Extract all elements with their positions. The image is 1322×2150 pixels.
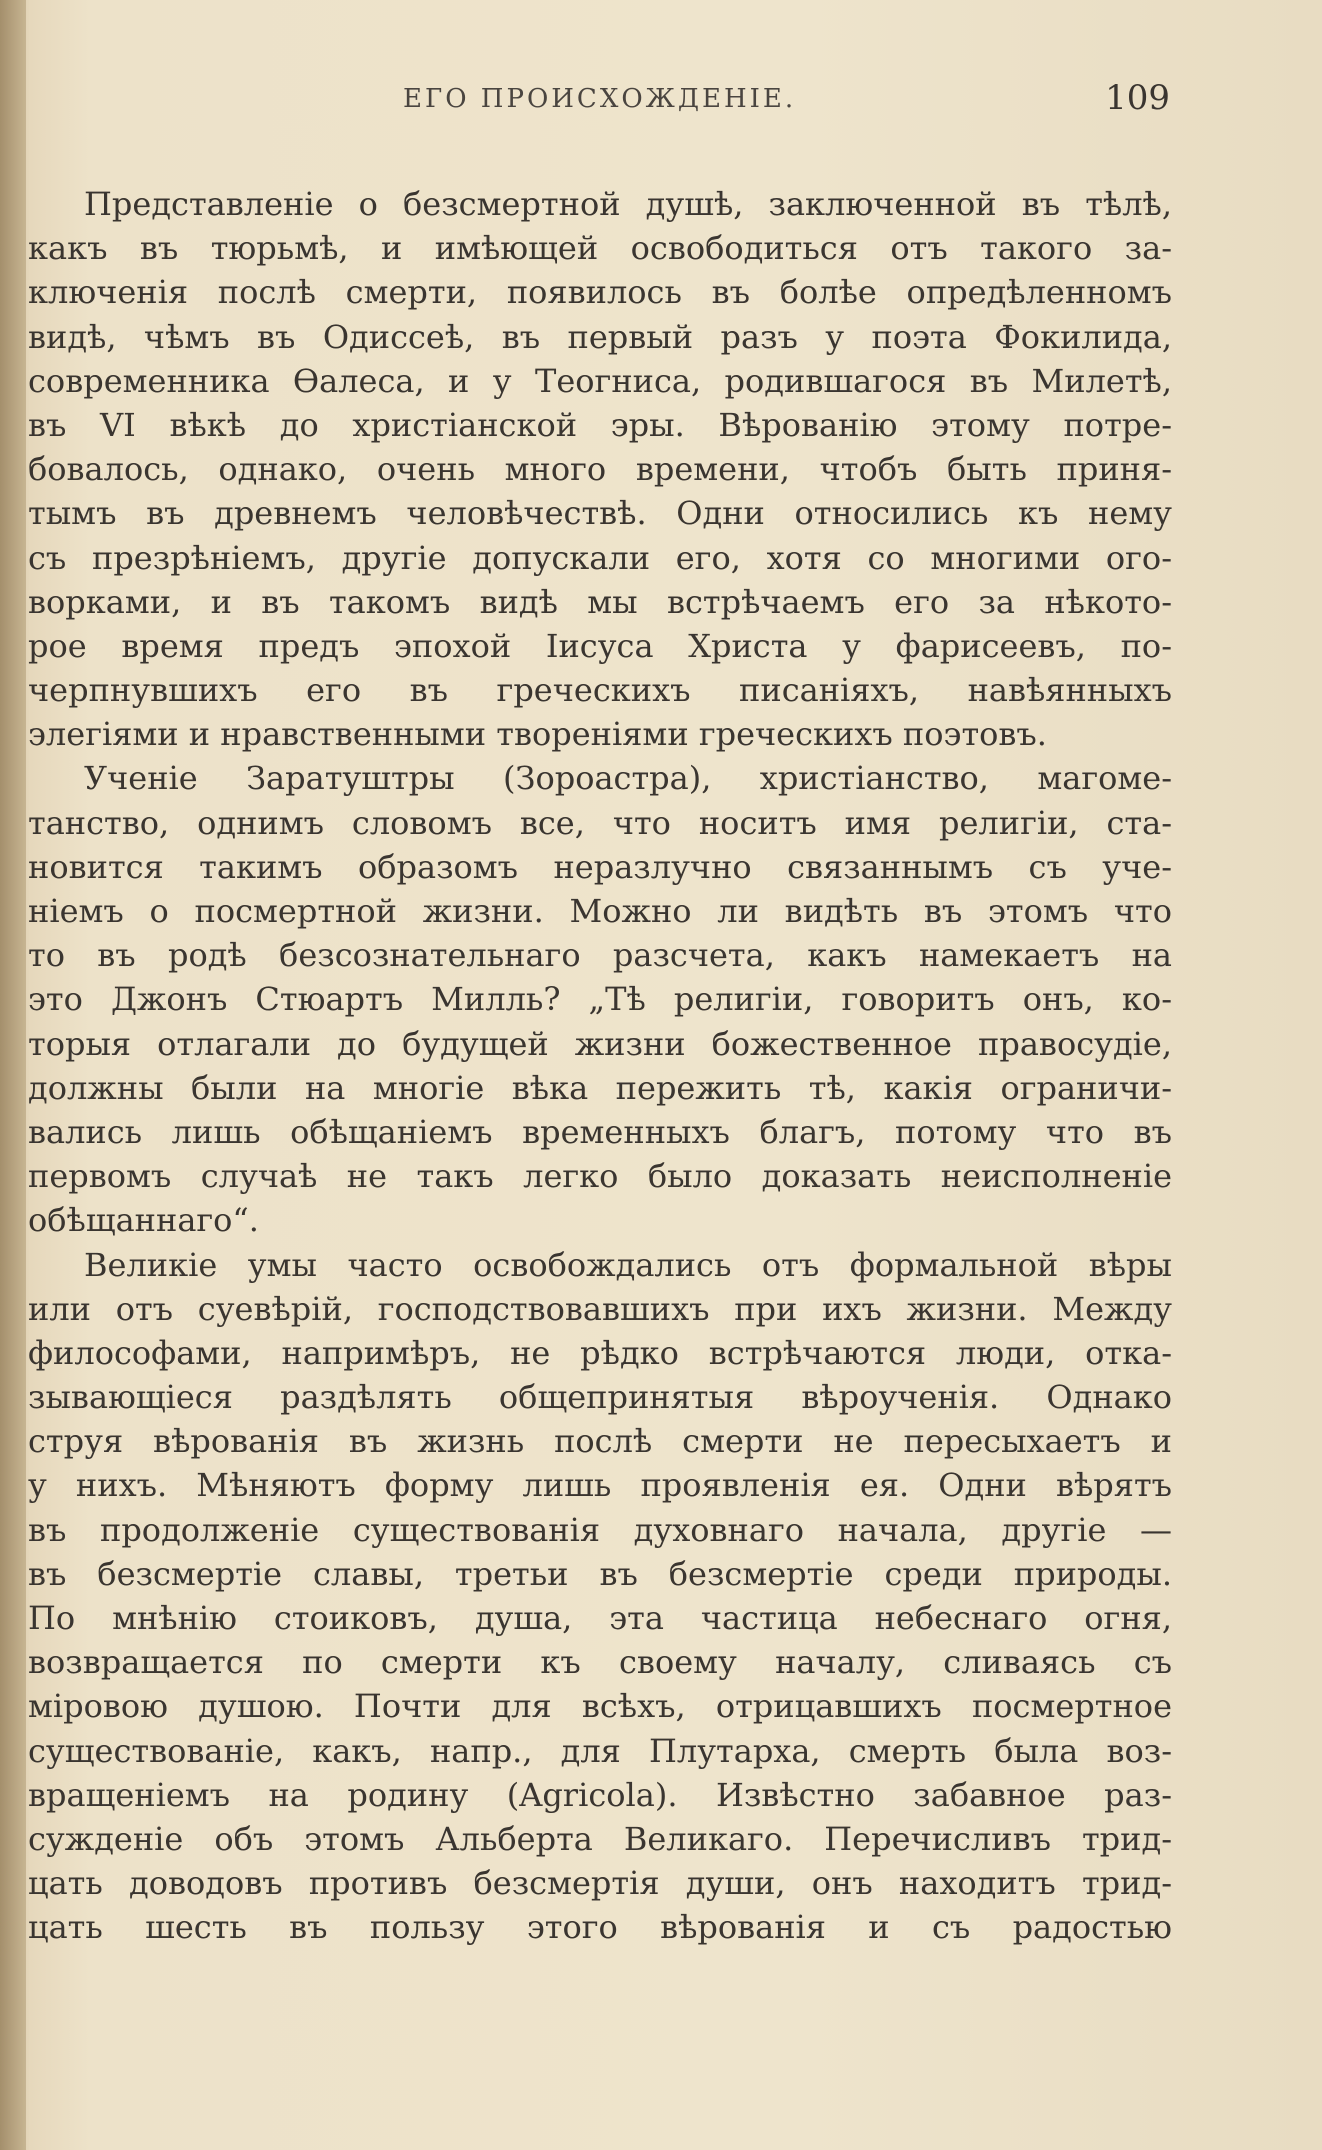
- text-line: зывающіеся раздѣлять общепринятыя вѣроученія. Однако: [28, 1378, 1172, 1417]
- text-line: ворками, и въ такомъ видѣ мы встрѣчаемъ его за нѣкото-: [28, 582, 1172, 621]
- text-line: вались лишь обѣщаніемъ временныхъ благъ, потому что въ: [28, 1112, 1172, 1151]
- text-line: черпнувшихъ его въ греческихъ писаніяхъ, навѣянныхъ: [28, 671, 1172, 710]
- page-header: [80, 78, 1170, 128]
- binding-gutter: [0, 0, 26, 2150]
- text-line: или отъ суевѣрій, господствовавшихъ при ихъ жизни. Между: [28, 1289, 1172, 1328]
- text-line: міровою душою. Почти для всѣхъ, отрицавшихъ посмертное: [28, 1687, 1172, 1726]
- text-line: Ученіе Заратуштры (Зороастра), христіанство, магоме-: [84, 759, 1172, 798]
- text-line: возвращается по смерти къ своему началу, сливаясь съ: [28, 1643, 1172, 1682]
- text-line: ніемъ о посмертной жизни. Можно ли видѣть въ этомъ что: [28, 892, 1172, 930]
- text-line: въ продолженіе существованія духовнаго начала, другіе —: [28, 1510, 1172, 1549]
- text-line: ключенія послѣ смерти, появилось въ болѣе опредѣленномъ: [28, 273, 1172, 312]
- text-line: танство, однимъ словомъ все, что носитъ имя религіи, ста-: [28, 803, 1172, 842]
- text-line: философами, напримѣръ, не рѣдко встрѣчаются люди, отка-: [28, 1333, 1172, 1372]
- text-line: сужденіе объ этомъ Альберта Великаго. Перечисливъ трид-: [28, 1819, 1172, 1858]
- text-line: въ безсмертіе славы, третьи въ безсмертіе среди природы.: [28, 1554, 1172, 1593]
- running-head: ЕГО ПРОИСХОЖДЕНІЕ.: [403, 84, 797, 114]
- text-line: цать шесть въ пользу этого вѣрованія и съ радостью: [28, 1908, 1172, 1947]
- text-line: струя вѣрованія въ жизнь послѣ смерти не пересыхаетъ и: [28, 1422, 1172, 1461]
- text-line: тымъ въ древнемъ человѣчествѣ. Одни относились къ нему: [28, 494, 1172, 533]
- text-line: Великіе умы часто освобождались отъ формальной вѣры: [84, 1245, 1172, 1284]
- text-line: съ презрѣніемъ, другіе допускали его, хотя со многими ого-: [28, 538, 1172, 577]
- text-line: то въ родѣ безсознательнаго разсчета, какъ намекаетъ на: [28, 936, 1172, 975]
- text-line: новится такимъ образомъ неразлучно связаннымъ съ уче-: [28, 847, 1172, 886]
- text-line: какъ въ тюрьмѣ, и имѣющей освободиться отъ такого за-: [28, 229, 1172, 268]
- text-line: элегіями и нравственными твореніями греческихъ поэтовъ.: [28, 715, 1047, 754]
- text-line: рое время предъ эпохой Іисуса Христа у фарисеевъ, по-: [28, 626, 1172, 665]
- text-line: цать доводовъ противъ безсмертія души, онъ находитъ трид-: [28, 1864, 1172, 1903]
- text-line: у нихъ. Мѣняютъ форму лишь проявленія ея. Одни вѣрятъ: [28, 1466, 1172, 1505]
- page-number: 109: [1105, 78, 1170, 118]
- text-line: современника Ѳалеса, и у Теогниса, родившагося въ Милетѣ,: [28, 361, 1172, 400]
- text-line: бовалось, однако, очень много времени, чтобъ быть приня-: [28, 450, 1172, 489]
- text-line: вращеніемъ на родину (Agricola). Извѣстно забавное раз-: [28, 1775, 1172, 1814]
- text-line: торыя отлагали до будущей жизни божественное правосудіе,: [28, 1024, 1172, 1063]
- text-line: существованіе, какъ, напр., для Плутарха, смерть была воз-: [28, 1731, 1172, 1770]
- text-line: въ VI вѣкѣ до христіанской эры. Вѣрованію этому потре-: [28, 405, 1172, 444]
- text-line: По мнѣнію стоиковъ, душа, эта частица небеснаго огня,: [28, 1599, 1172, 1637]
- text-line: должны были на многіе вѣка пережить тѣ, какія ограничи-: [28, 1068, 1172, 1107]
- text-line: обѣщаннаго“.: [28, 1201, 259, 1240]
- body-text: [28, 182, 1172, 1950]
- text-line: первомъ случаѣ не такъ легко было доказать неисполненіе: [28, 1157, 1172, 1196]
- text-line: это Джонъ Стюартъ Милль? „Тѣ религіи, говоритъ онъ, ко-: [28, 980, 1172, 1019]
- text-line: видѣ, чѣмъ въ Одиссеѣ, въ первый разъ у поэта Фокилида,: [28, 317, 1172, 356]
- text-line: Представленіе о безсмертной душѣ, заключенной въ тѣлѣ,: [84, 185, 1172, 223]
